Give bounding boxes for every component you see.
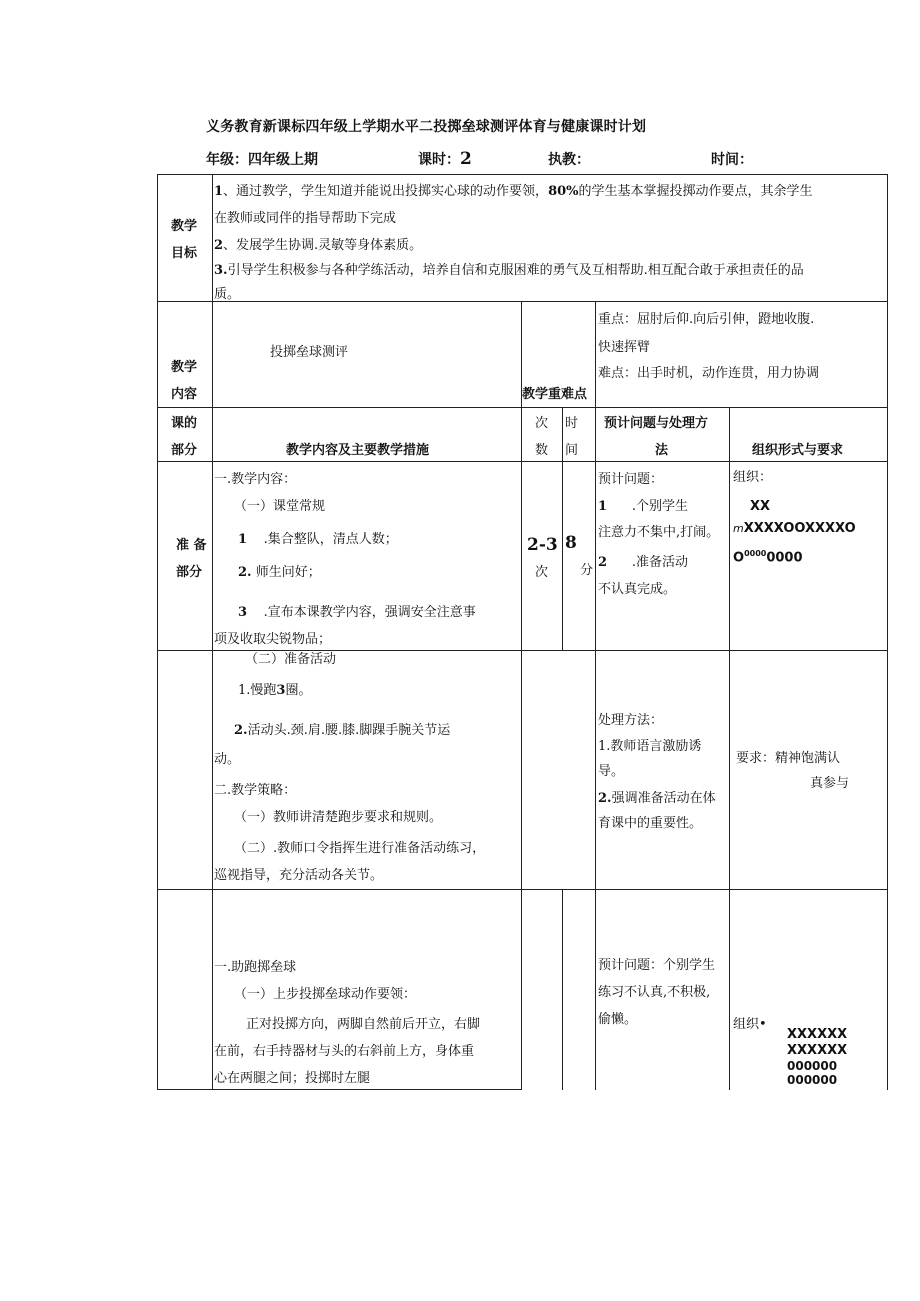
- col-part-1: 课的: [171, 416, 198, 431]
- main-org-row: 000000: [787, 1073, 838, 1087]
- content-label-1: 教学: [171, 360, 198, 375]
- warm-method-cont: 导。: [598, 764, 625, 779]
- col-count-2: 数: [535, 443, 549, 458]
- key-point-cont: 快速挥臂: [598, 340, 651, 355]
- warm-line: 1.慢跑3圈。: [238, 683, 312, 698]
- warm-method: 1.教师语言激励诱: [598, 739, 702, 754]
- warm-line: （二）准备活动: [245, 652, 337, 667]
- col-time-2: 间: [565, 443, 579, 458]
- col-count-1: 次: [535, 416, 549, 431]
- grade-label: 年级：四年级上期: [206, 152, 318, 168]
- main-line: 正对投掷方向，两脚自然前后开立，右脚: [246, 1017, 481, 1032]
- main-line: 心在两腿之间；投掷时左腿: [214, 1071, 371, 1086]
- main-org-title: 组织•: [733, 1017, 767, 1032]
- prep-org-title: 组织：: [733, 470, 773, 485]
- goals-label-2: 目标: [171, 246, 198, 261]
- warm-line: （一）教师讲清楚跑步要求和规则。: [234, 810, 443, 825]
- goals-label-1: 教学: [171, 219, 198, 234]
- prep-time-unit: 分: [580, 563, 594, 578]
- prep-count-unit: 次: [535, 565, 549, 580]
- teacher-label: 执教：: [548, 152, 590, 168]
- prep-part-1: 准 备: [176, 538, 207, 553]
- key-points-label: 教学重难点: [522, 387, 588, 402]
- warm-requirement: 要求：精神饱满认: [736, 751, 841, 766]
- main-line: 在前，右手持器材与头的右斜前上方，身体重: [214, 1044, 475, 1059]
- goal-3-cont: 质。: [214, 287, 241, 302]
- prep-line: （一）课堂常规: [234, 499, 326, 514]
- key-point: 重点：屈肘后仰.向后引伸，蹬地收腹.: [598, 312, 815, 327]
- main-line: 一.助跑掷垒球: [214, 960, 297, 975]
- prep-part-2: 部分: [176, 565, 203, 580]
- document-title: 义务教育新课标四年级上学期水平二投掷垒球测评体育与健康课时计划: [206, 119, 647, 135]
- warm-method: 2.强调准备活动在体: [598, 791, 716, 806]
- content-label-2: 内容: [171, 387, 198, 402]
- prep-line: 2. 师生问好；: [238, 565, 321, 580]
- prep-count: 2-3: [527, 535, 558, 555]
- warm-line: （二）.教师口令指挥生进行准备活动练习，: [234, 841, 486, 856]
- prep-line: 3 .宣布本课教学内容，强调安全注意事: [238, 605, 476, 620]
- col-part-2: 部分: [171, 443, 198, 458]
- warm-method-cont: 育课中的重要性。: [598, 816, 703, 831]
- prep-problem: 1 .个别学生: [598, 499, 688, 514]
- goal-2: 2、发展学生协调.灵敏等身体素质。: [214, 238, 423, 253]
- main-org-row: XXXXXX: [787, 1043, 848, 1058]
- col-measures: 教学内容及主要教学措施: [286, 443, 430, 458]
- warm-method-title: 处理方法：: [598, 713, 664, 728]
- prep-problem-cont: 不认真完成。: [598, 582, 677, 597]
- main-org-row: 000000: [787, 1059, 838, 1073]
- period-label: 课时：: [418, 152, 460, 168]
- main-problem: 预计问题：个别学生: [598, 958, 716, 973]
- prep-line-cont: 项及收取尖锐物品；: [214, 632, 332, 647]
- warm-line: 二.教学策略：: [214, 783, 297, 798]
- goal-1-cont: 在教师或同伴的指导帮助下完成: [214, 211, 397, 226]
- col-problem-2: 法: [655, 443, 669, 458]
- lesson-topic: 投掷垒球测评: [270, 345, 349, 360]
- prep-org-row: mXXXXOOXXXXO: [733, 521, 856, 536]
- time-label: 时间：: [711, 152, 753, 168]
- prep-line: 一.教学内容：: [214, 472, 297, 487]
- prep-line: 1 .集合整队，清点人数；: [238, 532, 398, 547]
- difficulty-point: 难点：出手时机，动作连贯，用力协调: [598, 366, 820, 381]
- main-line: （一）上步投掷垒球动作要领：: [234, 987, 417, 1002]
- col-time-1: 时: [565, 416, 579, 431]
- col-problem-1: 预计问题与处理方: [604, 416, 709, 431]
- main-problem-cont: 练习不认真,不积极,: [598, 985, 711, 1000]
- main-problem-cont: 偷懒。: [598, 1012, 638, 1027]
- col-org: 组织形式与要求: [752, 443, 844, 458]
- goal-1: 1、通过教学，学生知道并能说出投掷实心球的动作要领，80%的学生基本掌握投掷动作要点，其余学生: [214, 184, 813, 199]
- prep-problem-title: 预计问题：: [598, 472, 664, 487]
- prep-problem: 2 .准备活动: [598, 555, 688, 570]
- goal-3: 3.引导学生积极参与各种学练活动，培养自信和克服困难的勇气及互相帮助.相互配合敢于承担责任的品: [214, 263, 804, 278]
- main-org-row: XXXXXX: [787, 1027, 848, 1042]
- warm-line-cont: 动。: [214, 752, 241, 767]
- prep-org-row: XX: [750, 499, 771, 514]
- warm-line-cont: 巡视指导，充分活动各关节。: [214, 868, 384, 883]
- warm-requirement-cont: 真参与: [810, 776, 850, 791]
- prep-problem-cont: 注意力不集中,打闹。: [598, 525, 720, 540]
- period-field: [418, 149, 472, 169]
- prep-time: 8: [565, 533, 577, 553]
- warm-line: 2.活动头.颈.肩.腰.膝.脚踝手腕关节运: [234, 723, 451, 738]
- prep-org-row: $O^{0000}0000$: [733, 549, 803, 566]
- period-value: 2: [460, 149, 472, 169]
